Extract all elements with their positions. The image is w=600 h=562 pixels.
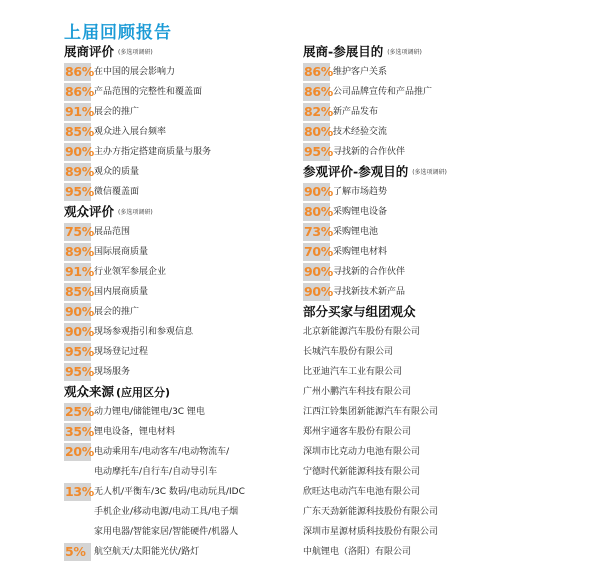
item-label: 展品范围 [94,227,131,237]
visitor-source-row [64,442,296,462]
percent-badge: 70% [304,244,334,259]
exhibitor-goals-row [303,122,593,142]
item-label: 动力锂电/储能锂电/3C 锂电 [94,407,205,417]
item-label: 无人机/平衡车/3C 数码/电动玩具/IDC [94,487,245,497]
item-label: 电动摩托车/自行车/自动导引车 [94,467,218,477]
buyer-company: 中航锂电（洛阳）有限公司 [303,547,412,557]
buyer-company: 郑州宇通客车股份有限公司 [303,427,412,437]
percent-badge: 35% [65,424,95,439]
item-label: 了解市场趋势 [333,187,388,197]
left-column [64,42,296,562]
percent-badge [64,463,91,481]
percent-badge: 25% [65,404,95,419]
right-column [303,42,593,562]
item-label: 新产品发布 [333,107,379,117]
visitor-source-list [64,402,296,562]
buyer-company: 北京新能源汽车股份有限公司 [303,327,421,337]
exhibitor-eval-row [64,142,296,162]
visitor-source-row [64,542,296,562]
percent-badge: 90% [304,184,334,199]
percent-badge: 89% [65,244,95,259]
exhibitor-goals-list [303,62,593,162]
percent-badge: 85% [65,284,95,299]
percent-badge: 95% [65,344,95,359]
visitor-source-row [64,502,296,522]
visit-goals-row [303,282,593,302]
item-label: 寻找新技术新产品 [333,287,406,297]
item-label: 家用电器/智能家居/智能硬件/机器人 [94,527,239,537]
visitor-eval-row [64,242,296,262]
visitor-eval-note: (多选项调研) [118,208,153,216]
report-title: 上届回顾报告 [64,23,172,43]
item-label: 维护客户关系 [333,67,388,77]
exhibitor-eval-heading [64,42,296,62]
item-label: 航空航天/太阳能光伏/路灯 [94,547,200,557]
visit-goals-row [303,222,593,242]
exhibitor-goals-row [303,62,593,82]
exhibitor-goals-note: (多选项调研) [387,48,422,56]
percent-badge: 95% [65,364,95,379]
percent-badge: 75% [65,224,95,239]
visitor-source-row [64,482,296,502]
buyer-company: 广州小鹏汽车科技有限公司 [303,387,412,397]
visitor-source-row [64,422,296,442]
percent-badge: 86% [65,64,95,79]
visitor-eval-row [64,302,296,322]
visitor-source-row [64,522,296,542]
percent-badge: 20% [65,444,95,459]
visitor-eval-row [64,362,296,382]
visitor-source-heading [64,382,296,402]
item-label: 微信覆盖面 [94,187,140,197]
visit-goals-row [303,182,593,202]
exhibitor-eval-row [64,162,296,182]
percent-badge: 90% [65,324,95,339]
buyer-company: 欣旺达电动汽车电池有限公司 [303,487,421,497]
item-label: 国内展商质量 [94,287,149,297]
item-label: 技术经验交流 [333,127,388,137]
percent-badge: 90% [65,304,95,319]
visitor-eval-heading [64,202,296,222]
buyer-company: 深圳市比克动力电池有限公司 [303,447,421,457]
exhibitor-goals-row [303,142,593,162]
visit-goals-note: (多选项调研) [412,168,447,176]
percent-badge: 91% [65,264,95,279]
percent-badge: 73% [304,224,334,239]
percent-badge: 90% [304,264,334,279]
item-label: 电动乘用车/电动客车/电动物流车/ [94,447,230,457]
percent-badge [64,523,91,541]
exhibitor-goals-row [303,82,593,102]
visitor-eval-row [64,342,296,362]
exhibitor-eval-row [64,182,296,202]
buyer-company: 比亚迪汽车工业有限公司 [303,367,403,377]
visitor-source-row [64,462,296,482]
percent-badge: 86% [65,84,95,99]
exhibitor-goals-heading [303,42,593,62]
percent-badge: 85% [65,124,95,139]
item-label: 在中国的展会影响力 [94,67,176,77]
visit-goals-row [303,242,593,262]
exhibitor-eval-row [64,122,296,142]
visitor-source-title: 观众来源 [64,384,115,399]
item-label: 产品范围的完整性和覆盖面 [94,87,203,97]
percent-badge: 91% [65,104,95,119]
percent-badge: 95% [304,144,334,159]
visitor-eval-title: 观众评价 [64,204,115,219]
percent-badge: 86% [304,64,334,79]
visit-goals-row [303,202,593,222]
visit-goals-row [303,262,593,282]
exhibitor-eval-row [64,102,296,122]
exhibitor-eval-title: 展商评价 [64,44,115,59]
item-label: 锂电设备，锂电材料 [94,427,176,437]
visitor-source-row [64,402,296,422]
percent-badge: 80% [304,124,334,139]
visit-goals-list [303,182,593,302]
exhibitor-eval-note: (多选项调研) [118,48,153,56]
item-label: 观众进入展台频率 [94,127,167,137]
percent-badge: 86% [304,84,334,99]
visitor-eval-row [64,322,296,342]
item-label: 公司品牌宣传和产品推广 [333,87,433,97]
exhibitor-eval-row [64,62,296,82]
group-buyers-title: 部分买家与组团观众 [303,304,416,319]
item-label: 展会的推广 [94,107,140,117]
percent-badge: 95% [65,184,95,199]
item-label: 行业领军参展企业 [94,267,167,277]
visitor-eval-row [64,262,296,282]
percent-badge: 89% [65,164,95,179]
percent-badge: 80% [304,204,334,219]
item-label: 采购锂电材料 [333,247,388,257]
buyer-company: 广东天劲新能源科技股份有限公司 [303,507,439,517]
percent-badge: 90% [304,284,334,299]
percent-badge: 82% [304,104,334,119]
buyer-company: 宁德时代新能源科技有限公司 [303,467,421,477]
item-label: 观众的质量 [94,167,140,177]
item-label: 寻找新的合作伙伴 [333,267,406,277]
item-label: 现场登记过程 [94,347,149,357]
exhibitor-goals-title: 展商-参展目的 [303,44,384,59]
percent-badge [64,503,91,521]
visitor-eval-row [64,222,296,242]
percent-badge: 90% [65,144,95,159]
visitor-eval-list [64,222,296,382]
visitor-eval-row [64,282,296,302]
percent-badge: 5% [64,543,91,561]
group-buyers-heading [303,302,593,322]
item-label: 展会的推广 [94,307,140,317]
visit-goals-heading [303,162,593,182]
visitor-source-paren: (应用区分) [116,386,171,399]
item-label: 采购锂电设备 [333,207,388,217]
buyer-company: 深圳市星源材质科技股份有限公司 [303,527,439,537]
item-label: 寻找新的合作伙伴 [333,147,406,157]
visit-goals-title: 参观评价-参观目的 [303,164,409,179]
group-buyers-list [303,322,593,562]
item-label: 国际展商质量 [94,247,149,257]
item-label: 采购锂电池 [333,227,379,237]
item-label: 现场参观指引和参观信息 [94,327,194,337]
exhibitor-eval-row [64,82,296,102]
percent-badge: 13% [65,484,95,499]
exhibitor-goals-row [303,102,593,122]
item-label: 主办方指定搭建商质量与服务 [94,147,212,157]
exhibitor-eval-list [64,62,296,202]
buyer-company: 长城汽车股份有限公司 [303,347,394,357]
item-label: 现场服务 [94,367,131,377]
buyer-company: 江西江铃集团新能源汽车有限公司 [303,407,439,417]
item-label: 手机企业/移动电源/电动工具/电子烟 [94,507,239,517]
